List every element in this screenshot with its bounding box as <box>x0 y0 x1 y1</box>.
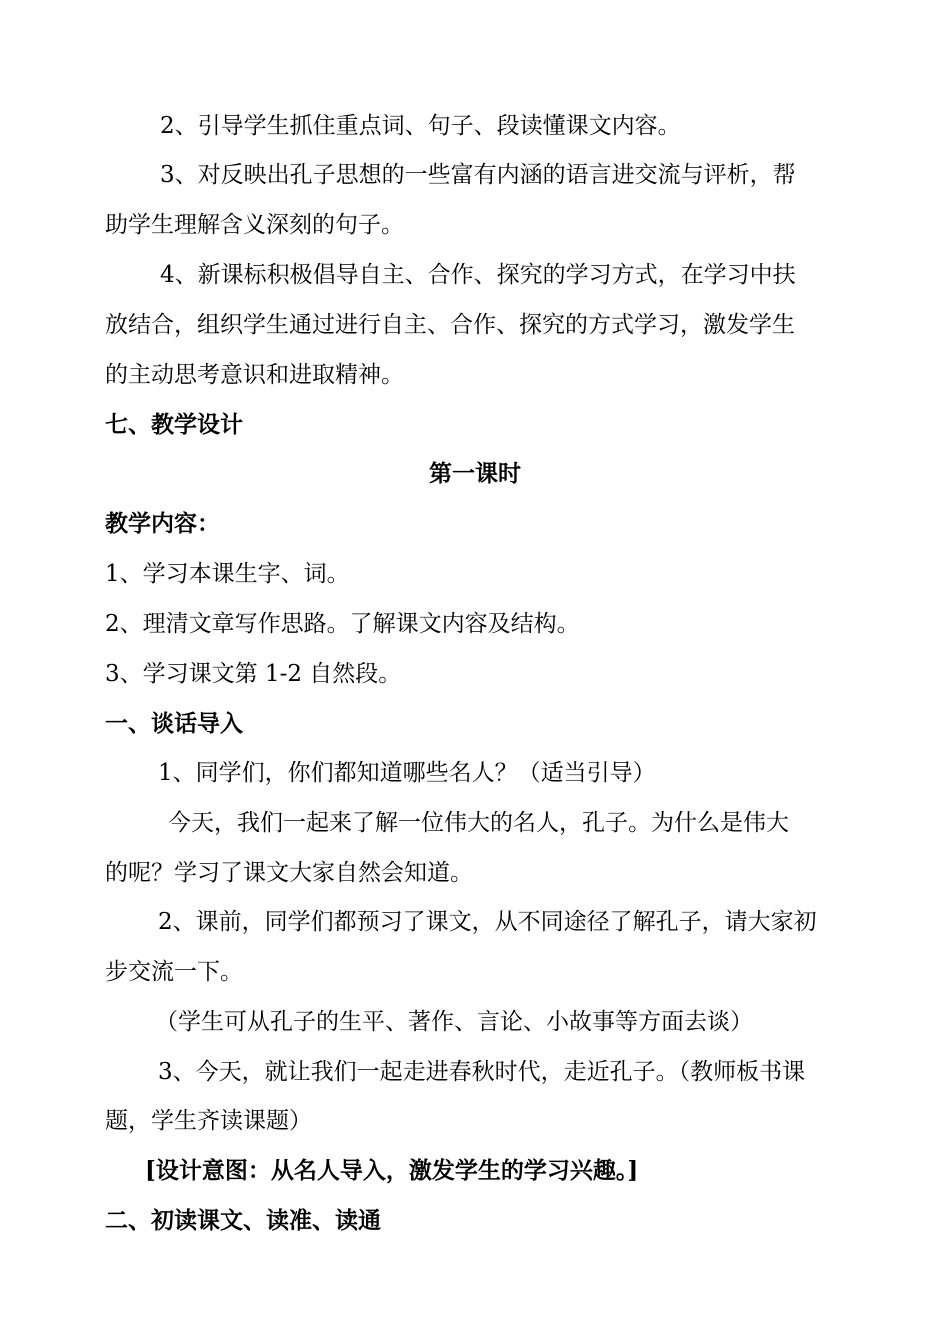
goal-2-line: 2、引导学生抓住重点词、句子、段读懂课文内容。 <box>160 113 681 139</box>
intro-step-1: 1、同学们，你们都知道哪些名人？（适当引导） <box>158 760 656 786</box>
content-item-2: 2、理清文章写作思路。了解课文内容及结构。 <box>105 611 580 637</box>
section-heading-first-reading: 二、初读课文、读准、读通 <box>105 1207 381 1234</box>
design-intent: [设计意图：从名人导入，激发学生的学习兴趣。] <box>145 1157 639 1184</box>
section-heading-teaching-design: 七、教学设计 <box>105 411 243 438</box>
intro-note: （学生可从孔子的生平、著作、言论、小故事等方面去谈） <box>155 1009 753 1035</box>
lesson-title: 第一课时 <box>429 460 521 487</box>
goal-4-line-2: 放结合，组织学生通过进行自主、合作、探究的方式学习，激发学生 <box>105 312 795 338</box>
goal-4-line-3: 的主动思考意识和进取精神。 <box>105 362 404 388</box>
teaching-content-heading: 教学内容： <box>105 510 220 537</box>
goal-3-line-1: 3、对反映出孔子思想的一些富有内涵的语言进交流与评析，帮 <box>160 162 796 188</box>
intro-paragraph-line-2: 的呢？学习了课文大家自然会知道。 <box>105 860 473 886</box>
intro-step-2-line-1: 2、课前，同学们都预习了课文，从不同途径了解孔子，请大家初 <box>158 909 817 935</box>
content-item-3: 3、学习课文第 1-2 自然段。 <box>105 661 402 687</box>
intro-step-3-line-2: 题，学生齐读课题） <box>105 1108 312 1134</box>
intro-paragraph-line-1: 今天，我们一起来了解一位伟大的名人，孔子。为什么是伟大 <box>168 810 789 836</box>
content-item-1: 1、学习本课生字、词。 <box>105 561 350 587</box>
section-heading-intro: 一、谈话导入 <box>105 710 243 737</box>
goal-4-line-1: 4、新课标积极倡导自主、合作、探究的学习方式，在学习中扶 <box>160 262 796 288</box>
intro-step-3-line-1: 3、今天，就让我们一起走进春秋时代，走近孔子。（教师板书课 <box>158 1059 806 1085</box>
intro-step-2-line-2: 步交流一下。 <box>105 959 243 985</box>
goal-3-line-2: 助学生理解含义深刻的句子。 <box>105 212 404 238</box>
